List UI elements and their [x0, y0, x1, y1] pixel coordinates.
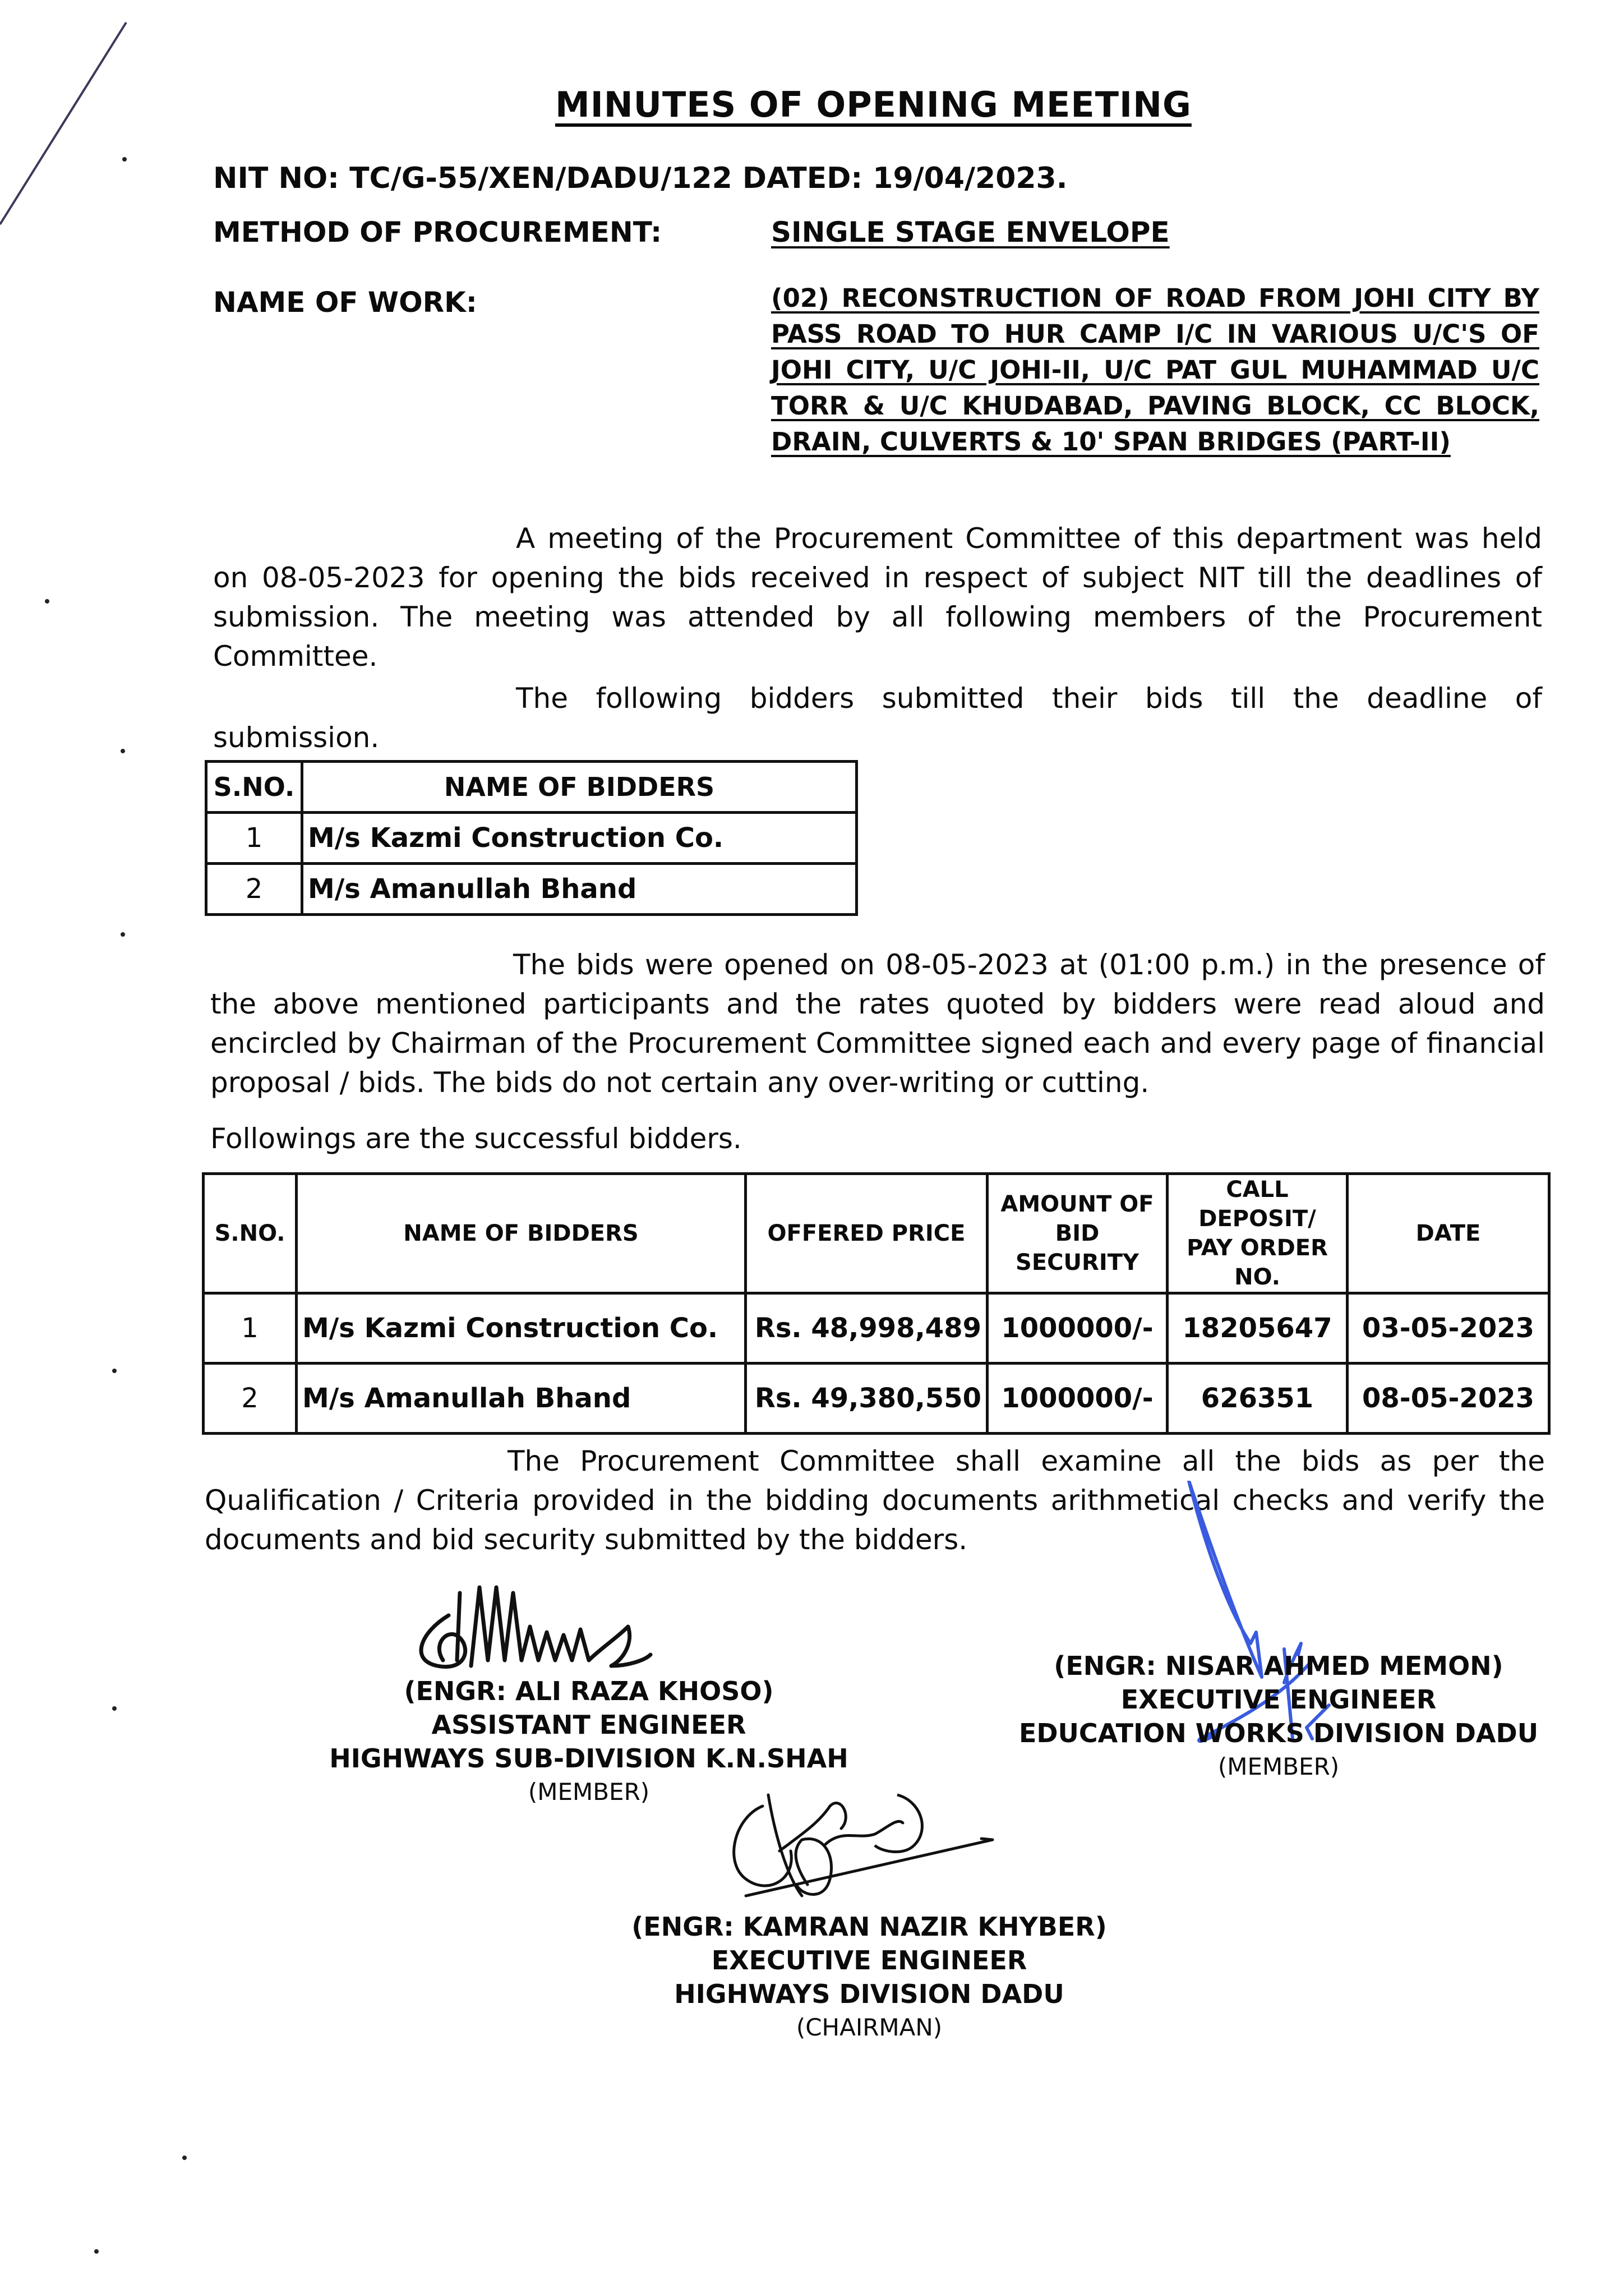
bids-opened-paragraph [210, 945, 1545, 1102]
page-title: MINUTES OF OPENING MEETING [555, 84, 1192, 125]
signatory-role: (CHAIRMAN) [796, 2014, 943, 2041]
successful-bidders-table [202, 1172, 1551, 1435]
header-date: DATE [1348, 1174, 1549, 1293]
signatory-block-3 [589, 1910, 1150, 2044]
cell-bidder-name: M/s Amanullah Bhand [297, 1364, 746, 1434]
scan-speck [182, 2156, 187, 2160]
header-sno: S.NO. [206, 762, 302, 813]
cell-offered-price: Rs. 48,998,489 [746, 1293, 988, 1364]
cell-date: 08-05-2023 [1348, 1364, 1549, 1434]
bids-opened-text: The bids were opened on 08-05-2023 at (01:00 p.m.) in the presence of the above mentioned participants and the rates quoted by bidders were read aloud and encircled by Chairman of the Procurement Committee signed each and every page of financial proposal / bids. The bids do not certain any over-writing or cutting. [210, 948, 1545, 1099]
header-call-deposit: CALL DEPOSIT/ PAY ORDER NO. [1168, 1174, 1348, 1293]
cell-date: 03-05-2023 [1348, 1293, 1549, 1364]
method-of-procurement-value: SINGLE STAGE ENVELOPE [771, 216, 1170, 248]
cell-bidder-name: M/s Kazmi Construction Co. [297, 1293, 746, 1364]
signatory-role: (MEMBER) [528, 1778, 650, 1806]
cell-bidder-name: M/s Kazmi Construction Co. [302, 813, 857, 864]
bidders-table [205, 760, 858, 916]
signatory-name: (ENGR: ALI RAZA KHOSO) [404, 1676, 774, 1706]
scan-speck [121, 749, 125, 753]
examination-text: The Procurement Committee shall examine all the bids as per the Qualification / Criteria provided in the bidding documents arithmetical checks and verify the documents and bid security submitted by the bidders. [205, 1445, 1545, 1556]
signatory-block-1 [314, 1674, 864, 1809]
scan-speck [122, 157, 127, 162]
signatory-name: (ENGR: KAMRAN NAZIR KHYBER) [631, 1912, 1107, 1942]
cell-bid-security: 1000000/- [988, 1293, 1168, 1364]
scan-speck [45, 599, 49, 604]
table-row [204, 1293, 1549, 1364]
signatory-designation: EXECUTIVE ENGINEER [1120, 1684, 1437, 1715]
scan-speck [121, 932, 125, 937]
successful-table-header [204, 1174, 1549, 1293]
header-name-of-bidders: NAME OF BIDDERS [302, 762, 857, 813]
cell-sno: 2 [204, 1364, 297, 1434]
table-row [204, 1364, 1549, 1434]
signatory-designation: EXECUTIVE ENGINEER [711, 1945, 1027, 1975]
cell-sno: 2 [206, 864, 302, 915]
cell-call-deposit: 18205647 [1168, 1293, 1348, 1364]
signatory-office: HIGHWAYS DIVISION DADU [674, 1979, 1064, 2009]
signatory-name: (ENGR: NISAR AHMED MEMON) [1054, 1651, 1503, 1681]
scan-edge-artifact [0, 0, 146, 241]
signature-ali-raza-khoso [387, 1582, 746, 1683]
name-of-work-value: (02) RECONSTRUCTION OF ROAD FROM JOHI CITY BY PASS ROAD TO HUR CAMP I/C IN VARIOUS U/C'S OF JOHI CITY, U/C JOHI-II, U/C PAT GUL MUHAMMAD U/C TORR & U/C KHUDABAD, PAVING BLOCK, CC BLOCK, DRAIN, CULVERTS & 10' SPAN BRIDGES (PART-II) [771, 283, 1539, 457]
cell-bid-security: 1000000/- [988, 1364, 1168, 1434]
bidders-submitted-text: The following bidders submitted their bids till the deadline of submission. [213, 682, 1542, 754]
signatory-designation: ASSISTANT ENGINEER [431, 1710, 746, 1740]
nit-number: NIT NO: TC/G-55/XEN/DADU/122 DATED: 19/04/2023. [213, 162, 1068, 195]
meeting-paragraph-text: A meeting of the Procurement Committee of this department was held on 08-05-2023 for opening the bids received in respect of subject NIT till the deadlines of submission. The meeting was attended by all following members of the Procurement Committee. [213, 522, 1542, 673]
cell-bidder-name: M/s Amanullah Bhand [302, 864, 857, 915]
signatory-office: HIGHWAYS SUB-DIVISION K.N.SHAH [329, 1743, 848, 1774]
table-row [206, 864, 857, 915]
scan-speck [94, 2249, 99, 2254]
bidders-table-header [206, 762, 857, 813]
scan-speck [112, 1706, 117, 1711]
cell-call-deposit: 626351 [1168, 1364, 1348, 1434]
header-bid-security: AMOUNT OF BID SECURITY [988, 1174, 1168, 1293]
successful-bidders-intro: Followings are the successful bidders. [210, 1122, 742, 1155]
scan-speck [112, 1369, 117, 1373]
name-of-work-label: NAME OF WORK: [213, 286, 477, 319]
table-row [206, 813, 857, 864]
cell-offered-price: Rs. 49,380,550 [746, 1364, 988, 1434]
header-offered-price: OFFERED PRICE [746, 1174, 988, 1293]
bidders-submitted-paragraph [213, 679, 1542, 757]
signatory-role: (MEMBER) [1217, 1753, 1340, 1780]
method-of-procurement-label: METHOD OF PROCUREMENT: [213, 216, 662, 248]
header-sno: S.NO. [204, 1174, 297, 1293]
cell-sno: 1 [206, 813, 302, 864]
meeting-paragraph [213, 519, 1542, 676]
cell-sno: 1 [204, 1293, 297, 1364]
signatory-block-2 [1004, 1649, 1553, 1784]
header-name-of-bidders: NAME OF BIDDERS [297, 1174, 746, 1293]
signatory-office: EDUCATION WORKS DIVISION DADU [1018, 1718, 1539, 1748]
